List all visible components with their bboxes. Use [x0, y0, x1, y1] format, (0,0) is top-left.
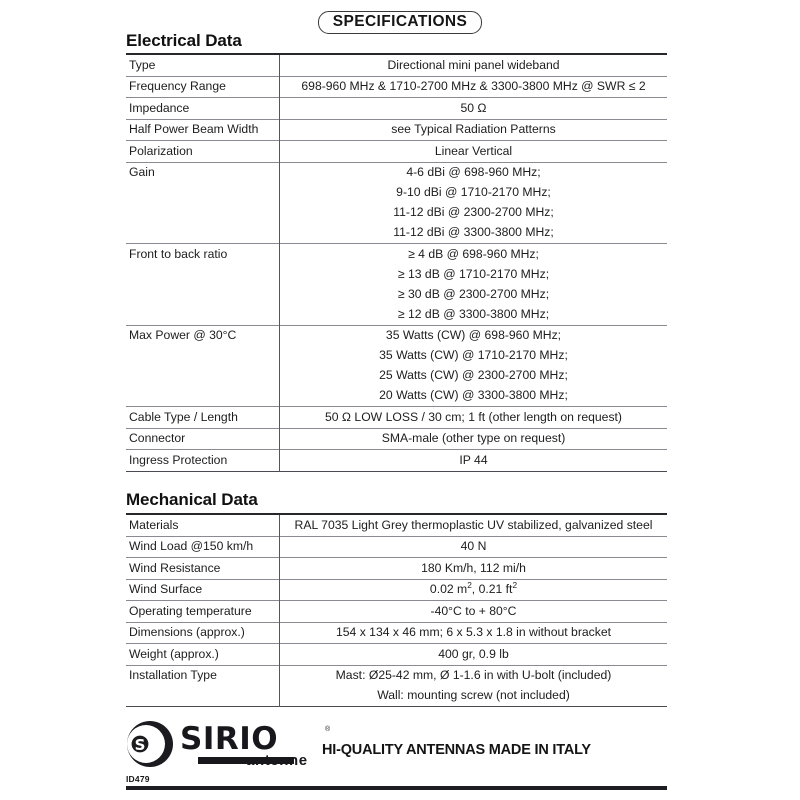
- row-value-line: 180 Km/h, 112 mi/h: [421, 560, 526, 575]
- table-row: [126, 450, 667, 472]
- row-label: Polarization: [126, 141, 280, 163]
- table-row: [126, 622, 667, 644]
- table-row: [126, 244, 667, 326]
- table-row: [126, 536, 667, 558]
- specifications-header: [0, 11, 800, 34]
- mechanical-data-table: [126, 513, 667, 707]
- sirio-brand-subtitle: antenne: [246, 752, 308, 769]
- svg-text:S: S: [134, 736, 146, 755]
- row-value-line: -40°C to + 80°C: [430, 603, 517, 618]
- row-value-line: ≥ 30 dB @ 2300-2700 MHz;: [397, 286, 550, 301]
- row-label: Front to back ratio: [126, 244, 280, 326]
- row-label: Wind Resistance: [126, 558, 280, 580]
- electrical-data-title: Electrical Data: [126, 31, 242, 50]
- row-value: [280, 162, 668, 244]
- row-value-line: 4-6 dBi @ 698-960 MHz;: [406, 165, 541, 179]
- row-value-line: 40 N: [460, 539, 487, 553]
- table-row: [126, 141, 667, 163]
- row-value: [280, 514, 668, 536]
- row-label: Type: [126, 54, 280, 76]
- row-value: [280, 579, 668, 601]
- row-label: Cable Type / Length: [126, 407, 280, 429]
- table-row: [126, 428, 667, 450]
- row-label: Wind Load @150 km/h: [126, 536, 280, 558]
- row-value-line: 9-10 dBi @ 1710-2170 MHz;: [396, 185, 551, 199]
- row-label: Impedance: [126, 98, 280, 120]
- specifications-badge: SPECIFICATIONS: [318, 11, 483, 34]
- table-row: [126, 162, 667, 244]
- footer-rule: [126, 786, 667, 790]
- row-label: Weight (approx.): [126, 644, 280, 666]
- row-label: Dimensions (approx.): [126, 622, 280, 644]
- row-label: Operating temperature: [126, 601, 280, 623]
- electrical-data-table: [126, 53, 667, 472]
- page-footer: [126, 716, 667, 796]
- table-row: [126, 119, 667, 141]
- row-value: [280, 622, 668, 644]
- row-value-line: 20 Watts (CW) @ 3300-3800 MHz;: [379, 388, 568, 402]
- document-code: ID479: [126, 774, 150, 784]
- row-label: Half Power Beam Width: [126, 119, 280, 141]
- row-label: Gain: [126, 162, 280, 244]
- row-value: [280, 601, 668, 623]
- row-label: Frequency Range: [126, 76, 280, 98]
- row-value-line: ≥ 13 dB @ 1710-2170 MHz;: [397, 266, 550, 281]
- row-value-line: 154 x 134 x 46 mm; 6 x 5.3 x 1.8 in without bracket: [335, 625, 612, 639]
- row-value-line: 35 Watts (CW) @ 1710-2170 MHz;: [379, 348, 568, 362]
- table-row: [126, 665, 667, 707]
- row-value-line: 11-12 dBi @ 2300-2700 MHz;: [393, 205, 554, 219]
- row-value: [280, 141, 668, 163]
- row-value: [280, 665, 668, 707]
- table-row: [126, 407, 667, 429]
- mechanical-table-body: [126, 514, 667, 707]
- row-label: Max Power @ 30°C: [126, 325, 280, 407]
- row-value: [280, 428, 668, 450]
- sirio-wordmark: [180, 720, 340, 768]
- row-value: [280, 558, 668, 580]
- sirio-circle-logo-icon: [126, 720, 174, 768]
- row-value: [280, 76, 668, 98]
- table-row: [126, 601, 667, 623]
- row-value-line: ≥ 12 dB @ 3300-3800 MHz;: [397, 306, 550, 321]
- table-row: [126, 514, 667, 536]
- row-value-line: 0.02 $m^2$, 0.21 $ft^2$: [429, 579, 518, 596]
- row-value-line: 50 Ω: [460, 100, 487, 115]
- table-row: [126, 579, 667, 601]
- sirio-logo: [126, 720, 340, 768]
- row-value: [280, 325, 668, 407]
- row-value-line: IP 44: [459, 452, 488, 467]
- row-value-line: SMA-male (other type on request): [381, 431, 566, 445]
- row-label: Connector: [126, 428, 280, 450]
- row-value: [280, 54, 668, 76]
- row-value-line: Directional mini panel wideband: [387, 57, 560, 72]
- row-value-line: RAL 7035 Light Grey thermoplastic UV stabilized, galvanized steel: [294, 517, 653, 532]
- row-label: Materials: [126, 514, 280, 536]
- registered-trademark-icon: ®: [325, 726, 331, 733]
- table-row: [126, 644, 667, 666]
- table-row: [126, 76, 667, 98]
- row-value-line: 35 Watts (CW) @ 698-960 MHz;: [385, 328, 562, 342]
- row-value-line: Mast: Ø25-42 mm, Ø 1-1.6 in with U-bolt (included): [335, 668, 612, 682]
- row-value-line: 11-12 dBi @ 3300-3800 MHz;: [393, 225, 554, 239]
- row-value-line: 25 Watts (CW) @ 2300-2700 MHz;: [379, 368, 568, 382]
- row-value: [280, 407, 668, 429]
- table-row: [126, 325, 667, 407]
- row-value-line: 50 Ω LOW LOSS / 30 cm; 1 ft (other length on request): [324, 409, 622, 424]
- sirio-brand-name: SIRIO: [180, 721, 279, 757]
- table-row: [126, 54, 667, 76]
- row-value-line: 698-960 MHz & 1710-2700 MHz & 3300-3800 MHz @ SWR ≤ 2: [301, 79, 646, 93]
- row-label: Wind Surface: [126, 579, 280, 601]
- electrical-table-body: [126, 54, 667, 471]
- row-value-line: 400 gr, 0.9 lb: [438, 646, 509, 661]
- row-value-line: ≥ 4 dB @ 698-960 MHz;: [408, 246, 539, 261]
- row-value-line: Wall: mounting screw (not included): [377, 688, 570, 702]
- table-row: [126, 98, 667, 120]
- table-row: [126, 558, 667, 580]
- row-label: Ingress Protection: [126, 450, 280, 472]
- row-value: [280, 119, 668, 141]
- row-label: Installation Type: [126, 665, 280, 707]
- row-value-line: Linear Vertical: [434, 143, 513, 158]
- row-value-line: see Typical Radiation Patterns: [391, 122, 556, 136]
- row-value: [280, 244, 668, 326]
- row-value: [280, 644, 668, 666]
- row-value: [280, 536, 668, 558]
- mechanical-data-title: Mechanical Data: [126, 490, 258, 509]
- footer-tagline: HI-QUALITY ANTENNAS MADE IN ITALY: [322, 742, 591, 758]
- row-value: [280, 450, 668, 472]
- row-value: [280, 98, 668, 120]
